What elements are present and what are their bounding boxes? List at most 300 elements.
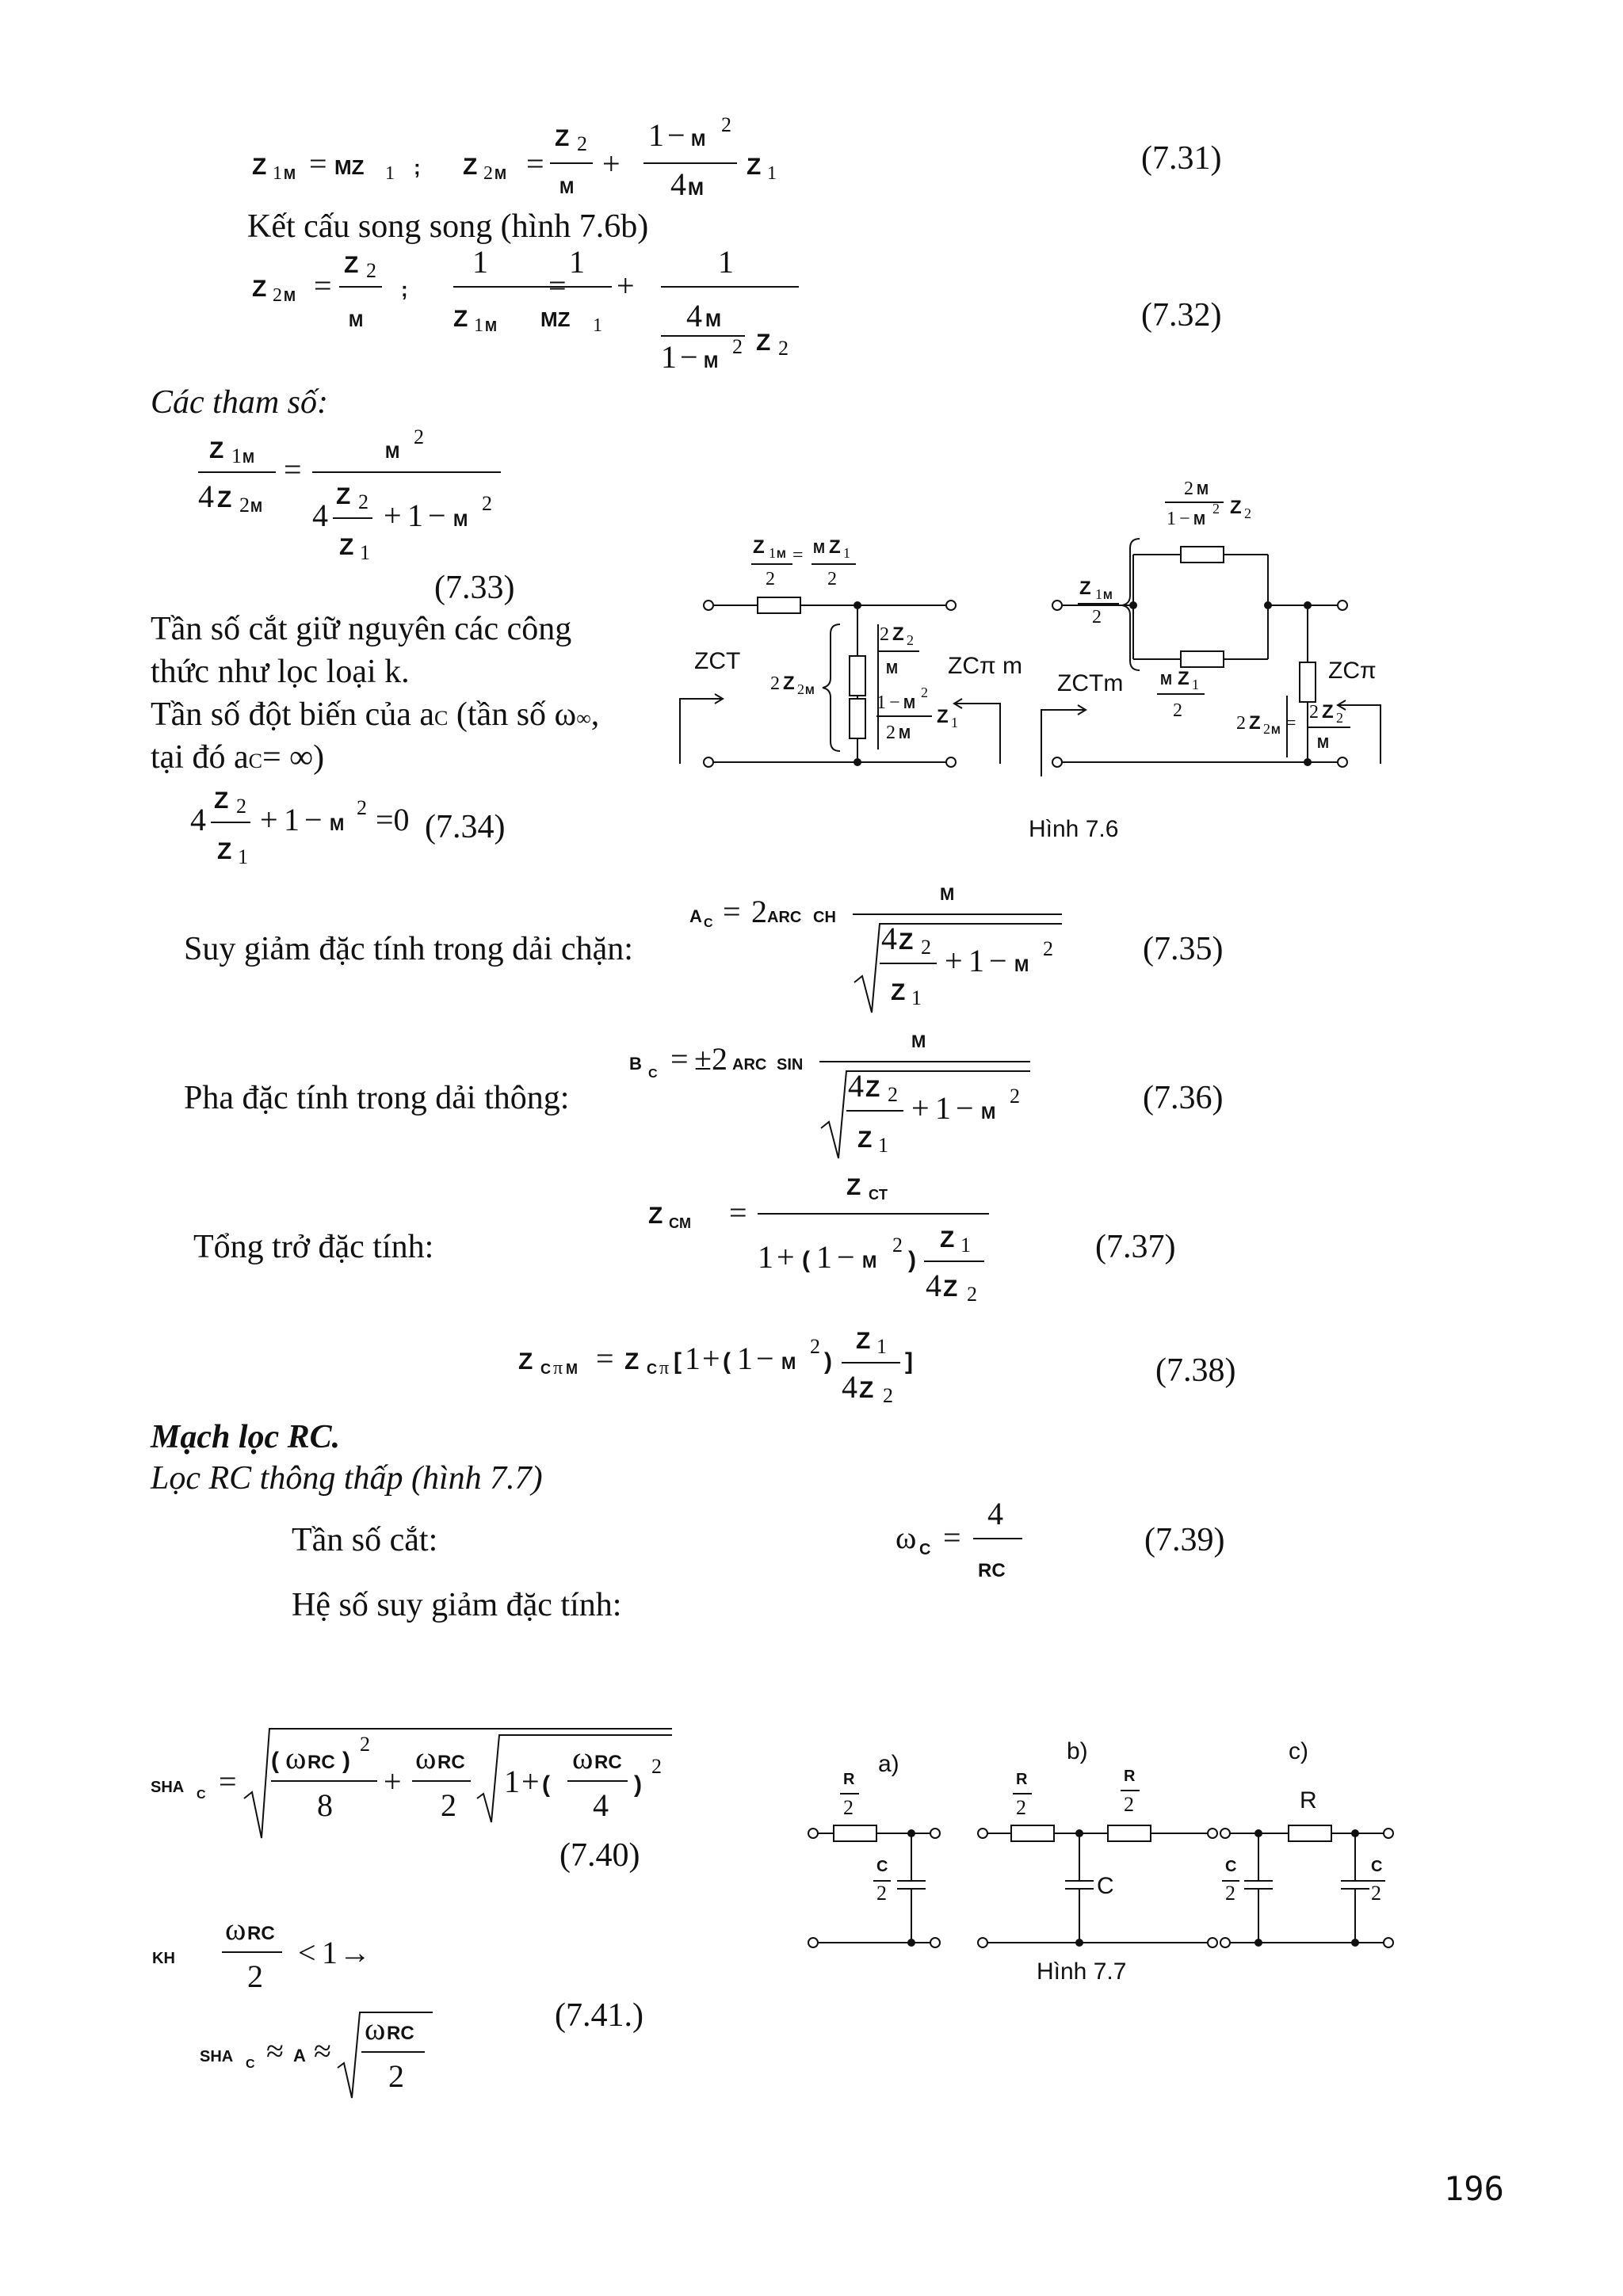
svg-text:1: 1 bbox=[472, 244, 488, 280]
svg-text:=: = bbox=[314, 268, 332, 303]
label-a: a) bbox=[878, 1751, 899, 1777]
svg-text:M: M bbox=[284, 288, 296, 304]
equation-7-32 bbox=[252, 244, 799, 375]
svg-text:=: = bbox=[284, 452, 302, 487]
svg-text:CM: CM bbox=[669, 1215, 691, 1231]
dot-bien-infinity: = ∞) bbox=[262, 739, 325, 776]
svg-text:≈: ≈ bbox=[266, 2033, 284, 2069]
equation-7-33 bbox=[198, 425, 501, 564]
svg-text:2: 2 bbox=[247, 1958, 263, 1994]
svg-text:M: M bbox=[981, 1103, 996, 1123]
svg-text:M: M bbox=[242, 450, 254, 466]
svg-text:ARC: ARC bbox=[767, 909, 802, 926]
svg-text:=: = bbox=[526, 146, 544, 181]
c-c1-label: C bbox=[1225, 1858, 1237, 1875]
svg-text:;: ; bbox=[414, 155, 421, 179]
b-c-label: C bbox=[1097, 1873, 1114, 1899]
svg-text:π: π bbox=[553, 1358, 563, 1379]
svg-text:A: A bbox=[689, 906, 702, 926]
svg-text:Z: Z bbox=[252, 276, 267, 302]
svg-text:+: + bbox=[384, 498, 402, 533]
svg-text:RC: RC bbox=[387, 2023, 414, 2044]
svg-text:−: − bbox=[956, 1090, 974, 1126]
svg-text:2: 2 bbox=[1309, 702, 1319, 723]
svg-text:2: 2 bbox=[770, 673, 780, 694]
svg-text:MZ: MZ bbox=[540, 307, 571, 331]
svg-text:+: + bbox=[384, 1764, 402, 1799]
svg-text:4: 4 bbox=[842, 1369, 857, 1405]
svg-text:2: 2 bbox=[967, 1283, 977, 1306]
svg-text:2: 2 bbox=[577, 132, 587, 155]
svg-text:2: 2 bbox=[360, 1733, 370, 1756]
svg-text:2: 2 bbox=[1092, 607, 1102, 627]
svg-text:2: 2 bbox=[827, 569, 837, 589]
svg-text:4: 4 bbox=[686, 298, 702, 334]
svg-text:+: + bbox=[521, 1764, 540, 1799]
equation-7-41 bbox=[152, 1911, 433, 2098]
svg-text:Z: Z bbox=[937, 706, 949, 727]
eq-number-7-38: (7.38) bbox=[1155, 1352, 1236, 1389]
svg-text:MZ: MZ bbox=[334, 155, 365, 179]
svg-text:Z: Z bbox=[891, 979, 906, 1005]
svg-text:Z: Z bbox=[209, 437, 224, 463]
svg-text:1: 1 bbox=[648, 117, 664, 153]
svg-text:2: 2 bbox=[880, 624, 889, 645]
svg-text:M: M bbox=[485, 318, 497, 334]
svg-text:C: C bbox=[647, 1361, 657, 1377]
eq-number-7-37: (7.37) bbox=[1095, 1229, 1176, 1265]
svg-text:1: 1 bbox=[876, 1335, 887, 1358]
svg-text:M: M bbox=[781, 1353, 796, 1373]
svg-text:Z: Z bbox=[940, 1226, 955, 1253]
svg-text:=: = bbox=[943, 1520, 961, 1555]
svg-text:]: ] bbox=[905, 1348, 913, 1375]
svg-text:2: 2 bbox=[1184, 479, 1193, 499]
figure-7-6-left-labels bbox=[694, 536, 1022, 743]
label-zct-m: ZCTm bbox=[1057, 670, 1124, 696]
svg-text:2: 2 bbox=[1043, 937, 1053, 960]
svg-text:2: 2 bbox=[907, 632, 914, 648]
svg-text:4: 4 bbox=[670, 166, 686, 202]
svg-text:1: 1 bbox=[1192, 677, 1199, 692]
svg-text:2: 2 bbox=[651, 1755, 662, 1778]
figure-7-6-right-labels bbox=[1029, 479, 1377, 842]
svg-text:2: 2 bbox=[921, 685, 928, 700]
svg-text:Z: Z bbox=[783, 673, 795, 694]
svg-text:1: 1 bbox=[474, 315, 483, 336]
svg-text:2: 2 bbox=[751, 894, 767, 929]
svg-text:+: + bbox=[911, 1090, 930, 1126]
svg-text:4: 4 bbox=[926, 1268, 941, 1303]
svg-text:2: 2 bbox=[414, 425, 424, 448]
svg-text:2: 2 bbox=[357, 796, 367, 819]
svg-text:2: 2 bbox=[921, 936, 931, 959]
svg-text:M: M bbox=[813, 540, 825, 556]
svg-text:M: M bbox=[1271, 723, 1281, 736]
svg-text:M: M bbox=[284, 166, 296, 182]
label-b: b) bbox=[1067, 1738, 1088, 1764]
svg-text:+: + bbox=[260, 802, 278, 837]
svg-text:+: + bbox=[702, 1341, 720, 1376]
eq-number-7-39: (7.39) bbox=[1144, 1522, 1225, 1558]
svg-text:M: M bbox=[385, 442, 400, 462]
caption-hinh-7-7: Hình 7.7 bbox=[1037, 1958, 1127, 1985]
svg-text:2: 2 bbox=[732, 335, 743, 358]
a-c-label: C bbox=[876, 1858, 888, 1875]
svg-text:M: M bbox=[1317, 735, 1329, 751]
svg-text:Z: Z bbox=[217, 838, 232, 864]
eq-number-7-41: (7.41.) bbox=[555, 1997, 643, 2034]
svg-text:Z: Z bbox=[648, 1203, 663, 1229]
svg-text:−: − bbox=[1179, 509, 1190, 529]
subheading-loc-rc: Lọc RC thông thấp (hình 7.7) bbox=[151, 1460, 543, 1497]
svg-text:Z: Z bbox=[555, 125, 570, 151]
svg-text:2: 2 bbox=[388, 2058, 404, 2094]
svg-text:Z: Z bbox=[943, 1276, 958, 1302]
label-zc-pi: ZCπ bbox=[1328, 658, 1377, 684]
b-r1-label: R bbox=[1016, 1771, 1028, 1788]
svg-text:2: 2 bbox=[892, 1234, 903, 1257]
svg-text:1: 1 bbox=[816, 1239, 832, 1275]
svg-text:1: 1 bbox=[737, 1341, 753, 1376]
svg-text:Z: Z bbox=[1230, 497, 1242, 518]
eq-number-7-31: (7.31) bbox=[1141, 140, 1222, 177]
svg-text:): ) bbox=[908, 1247, 916, 1273]
svg-text:−: − bbox=[304, 802, 323, 837]
svg-text:Z: Z bbox=[336, 483, 351, 509]
svg-text:ω: ω bbox=[572, 1740, 594, 1775]
equation-7-36 bbox=[629, 1032, 1030, 1158]
svg-text:[: [ bbox=[674, 1348, 682, 1375]
svg-text:M: M bbox=[805, 684, 815, 696]
svg-text:M: M bbox=[911, 1032, 926, 1051]
equation-7-35 bbox=[689, 884, 1062, 1013]
text-song-song: Kết cấu song song (hình 7.6b) bbox=[247, 208, 649, 245]
svg-text:π: π bbox=[659, 1358, 670, 1379]
label-zc-pi-m: ZCπ m bbox=[948, 653, 1023, 679]
b-r1-denominator: 2 bbox=[1016, 1796, 1026, 1819]
svg-text:SIN: SIN bbox=[777, 1056, 804, 1074]
svg-text:1: 1 bbox=[843, 545, 850, 561]
dot-bien-sub: C bbox=[434, 707, 449, 730]
svg-text:Z: Z bbox=[753, 536, 765, 558]
caption-hinh-7-6: Hình 7.6 bbox=[1029, 816, 1119, 842]
a-r-label: R bbox=[843, 1771, 855, 1788]
svg-text:B: B bbox=[629, 1054, 642, 1074]
svg-text:M: M bbox=[886, 661, 898, 677]
svg-text:M: M bbox=[1193, 512, 1205, 528]
svg-text:4: 4 bbox=[190, 802, 206, 837]
heading-mach-loc-rc: Mạch lọc RC. bbox=[151, 1419, 341, 1455]
svg-text:M: M bbox=[691, 130, 706, 150]
equation-7-37 bbox=[648, 1174, 989, 1306]
eq-number-7-36: (7.36) bbox=[1143, 1080, 1224, 1116]
svg-text:=: = bbox=[729, 1195, 747, 1230]
svg-text:ω: ω bbox=[285, 1740, 307, 1775]
svg-text:=: = bbox=[309, 146, 327, 181]
svg-text:M: M bbox=[688, 178, 704, 200]
svg-text:2: 2 bbox=[483, 163, 493, 184]
svg-text:1: 1 bbox=[968, 943, 984, 978]
svg-text:2: 2 bbox=[236, 795, 246, 818]
svg-text:M: M bbox=[495, 166, 506, 182]
svg-text:Z: Z bbox=[1079, 578, 1091, 599]
svg-text:;: ; bbox=[401, 277, 408, 301]
svg-text:4: 4 bbox=[198, 479, 214, 514]
svg-text:Z: Z bbox=[1249, 712, 1261, 734]
svg-text:2: 2 bbox=[1010, 1085, 1020, 1108]
dot-bien-inf: ∞ bbox=[576, 707, 591, 730]
svg-text:Z: Z bbox=[463, 154, 478, 180]
c-c1-denominator: 2 bbox=[1225, 1882, 1235, 1905]
text-he-so: Hệ số suy giảm đặc tính: bbox=[292, 1587, 622, 1623]
svg-text:2: 2 bbox=[888, 1083, 898, 1106]
equation-7-34 bbox=[190, 788, 410, 868]
svg-text:−: − bbox=[667, 117, 685, 153]
svg-text:4: 4 bbox=[987, 1496, 1003, 1531]
svg-text:ω: ω bbox=[896, 1520, 917, 1555]
svg-text:=: = bbox=[548, 268, 567, 303]
svg-text:1: 1 bbox=[951, 715, 958, 730]
svg-text:M: M bbox=[903, 696, 915, 711]
svg-text:Z: Z bbox=[339, 534, 354, 560]
svg-text:1: 1 bbox=[661, 339, 677, 375]
svg-text:1: 1 bbox=[767, 163, 777, 184]
svg-text:1: 1 bbox=[284, 802, 300, 837]
svg-text:Z: Z bbox=[856, 1328, 871, 1354]
svg-text:1: 1 bbox=[769, 545, 776, 561]
text-tong-tro: Tổng trở đặc tính: bbox=[193, 1229, 434, 1265]
svg-text:2: 2 bbox=[1336, 710, 1343, 726]
svg-text:4: 4 bbox=[881, 921, 897, 956]
svg-text:M: M bbox=[250, 499, 262, 515]
svg-text:2: 2 bbox=[1244, 505, 1251, 521]
svg-text:RC: RC bbox=[594, 1752, 622, 1773]
svg-text:+: + bbox=[945, 943, 963, 978]
svg-text:SHA: SHA bbox=[200, 2048, 234, 2065]
label-c: c) bbox=[1289, 1738, 1308, 1764]
svg-text:1: 1 bbox=[911, 986, 922, 1009]
svg-text:≈: ≈ bbox=[314, 2033, 331, 2069]
svg-text:Z: Z bbox=[747, 154, 762, 180]
svg-text:1: 1 bbox=[569, 244, 585, 280]
svg-text:): ) bbox=[824, 1348, 832, 1375]
svg-text:(: ( bbox=[802, 1247, 810, 1273]
svg-text:=: = bbox=[792, 545, 804, 566]
equation-7-40 bbox=[151, 1729, 672, 1838]
svg-text:=: = bbox=[1285, 713, 1296, 734]
figure-7-7-labels bbox=[840, 1738, 1385, 1985]
svg-text:RC: RC bbox=[247, 1923, 275, 1944]
svg-text:+: + bbox=[777, 1239, 795, 1275]
svg-text:1: 1 bbox=[504, 1764, 520, 1799]
svg-text:M: M bbox=[349, 311, 364, 330]
svg-text:Z: Z bbox=[859, 1377, 874, 1403]
svg-text:RC: RC bbox=[437, 1752, 465, 1773]
svg-text:=: = bbox=[219, 1764, 237, 1799]
svg-text:CH: CH bbox=[813, 909, 836, 926]
text-cac-tham-so: Các tham số: bbox=[151, 384, 328, 421]
dot-bien-paren: (tần số ω bbox=[448, 696, 577, 733]
svg-text:M: M bbox=[559, 177, 575, 197]
svg-text:−: − bbox=[756, 1341, 774, 1376]
svg-text:1: 1 bbox=[876, 692, 886, 713]
eq-number-7-40: (7.40) bbox=[559, 1837, 640, 1874]
svg-text:Z: Z bbox=[1178, 668, 1190, 689]
svg-text:±2: ±2 bbox=[694, 1041, 727, 1077]
svg-text:ω: ω bbox=[365, 2011, 386, 2046]
svg-text:M: M bbox=[453, 510, 468, 530]
svg-text:): ) bbox=[342, 1748, 350, 1774]
svg-text:ARC: ARC bbox=[732, 1056, 767, 1074]
svg-text:1: 1 bbox=[231, 444, 242, 467]
svg-text:ω: ω bbox=[225, 1911, 246, 1947]
svg-text:=: = bbox=[596, 1341, 614, 1376]
svg-text:Z: Z bbox=[624, 1348, 640, 1375]
svg-text:Z: Z bbox=[217, 486, 232, 513]
svg-text:−: − bbox=[989, 943, 1007, 978]
svg-text:2: 2 bbox=[721, 113, 731, 136]
svg-text:2: 2 bbox=[883, 1384, 893, 1407]
svg-text:C: C bbox=[540, 1361, 551, 1377]
svg-text:1: 1 bbox=[1095, 586, 1102, 602]
svg-text:=: = bbox=[723, 894, 741, 929]
svg-text:4: 4 bbox=[848, 1068, 864, 1104]
eq-number-7-32: (7.32) bbox=[1141, 297, 1222, 334]
svg-text:Z: Z bbox=[756, 330, 771, 356]
svg-text:4: 4 bbox=[593, 1787, 609, 1823]
svg-text:M: M bbox=[566, 1361, 578, 1377]
svg-text:+: + bbox=[602, 146, 621, 181]
svg-text:2: 2 bbox=[239, 494, 250, 517]
svg-text:M: M bbox=[1197, 482, 1209, 498]
svg-text:Z: Z bbox=[899, 929, 914, 955]
svg-text:C: C bbox=[246, 2058, 255, 2071]
svg-text:M: M bbox=[330, 814, 345, 834]
svg-text:=: = bbox=[670, 1041, 689, 1077]
svg-text:−: − bbox=[680, 339, 698, 375]
equation-7-39 bbox=[896, 1496, 1022, 1581]
svg-text:1: 1 bbox=[322, 1935, 338, 1970]
dot-bien-sub-2: C bbox=[248, 749, 262, 772]
text-tan-so-cat: Tần số cắt: bbox=[292, 1522, 438, 1558]
svg-text:2: 2 bbox=[482, 492, 492, 515]
dot-bien-comma: , bbox=[590, 696, 600, 733]
svg-text:Z: Z bbox=[846, 1174, 861, 1200]
svg-text:1: 1 bbox=[685, 1341, 701, 1376]
svg-text:1: 1 bbox=[593, 315, 602, 336]
svg-text:(: ( bbox=[542, 1772, 550, 1798]
svg-text:C: C bbox=[197, 1788, 206, 1802]
svg-text:CT: CT bbox=[869, 1187, 888, 1203]
svg-text:C: C bbox=[919, 1541, 931, 1558]
eq-number-7-33: (7.33) bbox=[434, 570, 515, 606]
dot-bien-tai-do: tại đó a bbox=[151, 739, 249, 776]
svg-text:2: 2 bbox=[273, 285, 282, 306]
svg-text:1: 1 bbox=[273, 163, 282, 184]
svg-text:<: < bbox=[298, 1935, 316, 1970]
svg-text:−: − bbox=[428, 498, 446, 533]
svg-text:Z: Z bbox=[344, 252, 359, 278]
svg-text:2: 2 bbox=[886, 723, 896, 743]
svg-text:Z: Z bbox=[214, 788, 229, 814]
svg-text:2: 2 bbox=[1173, 700, 1182, 721]
svg-text:M: M bbox=[940, 884, 955, 904]
svg-text:Z: Z bbox=[252, 154, 267, 180]
svg-text:1: 1 bbox=[960, 1234, 971, 1257]
svg-text:ω: ω bbox=[415, 1740, 437, 1775]
c-c2-denominator: 2 bbox=[1371, 1882, 1381, 1905]
text-pha: Pha đặc tính trong dải thông: bbox=[184, 1080, 570, 1116]
svg-text:): ) bbox=[634, 1772, 642, 1798]
svg-text:2: 2 bbox=[1236, 713, 1246, 734]
svg-text:2: 2 bbox=[810, 1335, 820, 1358]
equation-7-38 bbox=[518, 1328, 913, 1407]
svg-text:2: 2 bbox=[1212, 501, 1220, 517]
svg-text:−: − bbox=[837, 1239, 855, 1275]
svg-text:Z: Z bbox=[857, 1127, 873, 1153]
svg-text:Z: Z bbox=[518, 1348, 533, 1375]
a-c-denominator: 2 bbox=[876, 1882, 887, 1905]
dot-bien-label: Tần số đột biến của a bbox=[151, 696, 435, 733]
svg-text:M: M bbox=[704, 352, 719, 372]
svg-text:1: 1 bbox=[935, 1090, 951, 1126]
svg-text:+: + bbox=[617, 268, 635, 303]
svg-text:RC: RC bbox=[978, 1560, 1006, 1581]
svg-text:C: C bbox=[704, 917, 713, 930]
svg-text:2: 2 bbox=[441, 1787, 456, 1823]
svg-text:Z: Z bbox=[453, 306, 468, 332]
text-tan-so-cat-2: thức như lọc loại k. bbox=[151, 654, 410, 690]
page-number: 196 bbox=[1444, 2169, 1504, 2208]
svg-text:M: M bbox=[899, 726, 911, 742]
eq-number-7-34: (7.34) bbox=[425, 809, 506, 845]
figure-7-6-left-circuit bbox=[680, 597, 1000, 767]
svg-text:→: → bbox=[339, 1935, 371, 1970]
svg-text:=0: =0 bbox=[376, 802, 410, 837]
svg-text:2: 2 bbox=[366, 259, 376, 282]
svg-text:1: 1 bbox=[238, 845, 248, 868]
b-r2-label: R bbox=[1124, 1768, 1136, 1785]
svg-text:M: M bbox=[862, 1252, 877, 1272]
svg-text:Z: Z bbox=[892, 624, 904, 645]
svg-text:1: 1 bbox=[1167, 509, 1176, 529]
b-r2-denominator: 2 bbox=[1124, 1793, 1134, 1816]
svg-text:(: ( bbox=[271, 1748, 279, 1774]
svg-text:C: C bbox=[648, 1067, 658, 1081]
text-suy-giam: Suy giảm đặc tính trong dải chặn: bbox=[184, 931, 633, 967]
a-r-denominator: 2 bbox=[843, 1796, 854, 1819]
equation-7-31 bbox=[252, 113, 777, 202]
svg-text:RC: RC bbox=[307, 1752, 335, 1773]
svg-text:4: 4 bbox=[312, 498, 328, 533]
svg-text:M: M bbox=[1014, 955, 1029, 975]
svg-text:SHA: SHA bbox=[151, 1779, 185, 1796]
svg-text:1: 1 bbox=[758, 1239, 773, 1275]
svg-text:M: M bbox=[705, 310, 721, 331]
svg-text:1: 1 bbox=[407, 498, 423, 533]
svg-text:(: ( bbox=[723, 1348, 731, 1375]
svg-text:Z: Z bbox=[829, 536, 841, 558]
svg-text:2: 2 bbox=[778, 337, 789, 360]
svg-text:A: A bbox=[293, 2046, 306, 2065]
svg-text:1: 1 bbox=[360, 541, 370, 564]
text-tan-so-cat-1: Tần số cắt giữ nguyên các công bbox=[151, 611, 572, 647]
svg-text:2: 2 bbox=[358, 490, 369, 513]
svg-text:−: − bbox=[889, 692, 900, 713]
svg-text:M: M bbox=[777, 547, 786, 560]
svg-text:2: 2 bbox=[766, 569, 775, 589]
